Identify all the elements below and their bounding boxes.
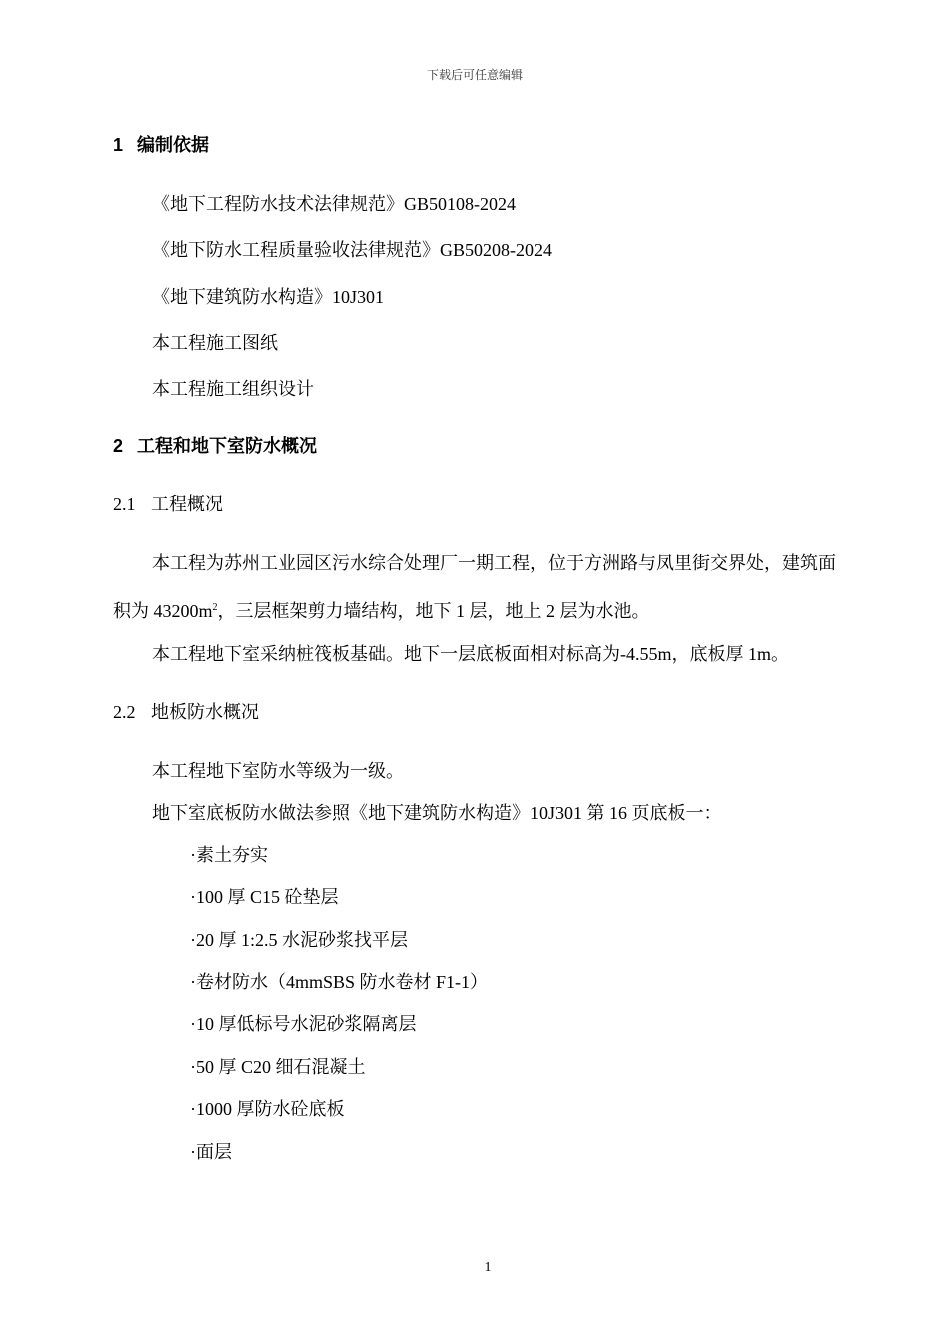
layer-item: ·面层 xyxy=(190,1142,232,1162)
subsection-number: 2.2 xyxy=(113,702,136,722)
section-title: 编制依据 xyxy=(137,135,209,155)
paragraph: 本工程地下室采纳桩筏板基础。地下一层底板面相对标高为-4.55m，底板厚 1m。 xyxy=(152,644,789,664)
paragraph-line xyxy=(113,600,650,622)
layer-item: ·20 厚 1:2.5 水泥砂浆找平层 xyxy=(190,930,408,950)
superscript: 2 xyxy=(212,602,218,613)
subsection-2-1-heading xyxy=(113,493,223,515)
page-header: 下载后可任意编辑 xyxy=(426,68,523,82)
section-number: 2 xyxy=(113,436,124,456)
section-title: 工程和地下室防水概况 xyxy=(137,436,317,456)
subsection-title: 地板防水概况 xyxy=(151,702,259,722)
reference-item: 《地下建筑防水构造》10J301 xyxy=(152,287,385,307)
subsection-2-2-heading xyxy=(113,701,259,723)
layer-item: ·10 厚低标号水泥砂浆隔离层 xyxy=(190,1014,417,1034)
page-number: 1 xyxy=(484,1260,492,1275)
layer-item: ·1000 厚防水砼底板 xyxy=(190,1099,345,1119)
layer-item: ·50 厚 C20 细石混凝土 xyxy=(190,1057,366,1077)
subsection-title: 工程概况 xyxy=(151,494,223,514)
layer-item: ·素土夯实 xyxy=(190,845,268,865)
section-2-heading xyxy=(113,435,317,457)
paragraph: 本工程地下室防水等级为一级。 xyxy=(152,761,404,781)
paragraph: 地下室底板防水做法参照《地下建筑防水构造》10J301 第 16 页底板一： xyxy=(152,803,722,823)
section-1-heading xyxy=(113,134,209,156)
layer-item: ·100 厚 C15 砼垫层 xyxy=(190,887,339,907)
reference-item: 本工程施工组织设计 xyxy=(152,379,314,399)
section-number: 1 xyxy=(113,135,124,155)
subsection-number: 2.1 xyxy=(113,494,136,514)
layer-item: ·卷材防水（4mmSBS 防水卷材 F1-1） xyxy=(190,972,489,992)
reference-item: 《地下工程防水技术法律规范》GB50108-2024 xyxy=(152,194,516,214)
text-run: ，三层框架剪力墙结构，地下 1 层，地上 2 层为水池。 xyxy=(217,601,650,621)
reference-item: 本工程施工图纸 xyxy=(152,333,278,353)
reference-item: 《地下防水工程质量验收法律规范》GB50208-2024 xyxy=(152,240,552,260)
text-run: 积为 43200m xyxy=(113,601,213,621)
paragraph-line: 本工程为苏州工业园区污水综合处理厂一期工程，位于方洲路与凤里街交界处，建筑面 xyxy=(152,553,836,573)
